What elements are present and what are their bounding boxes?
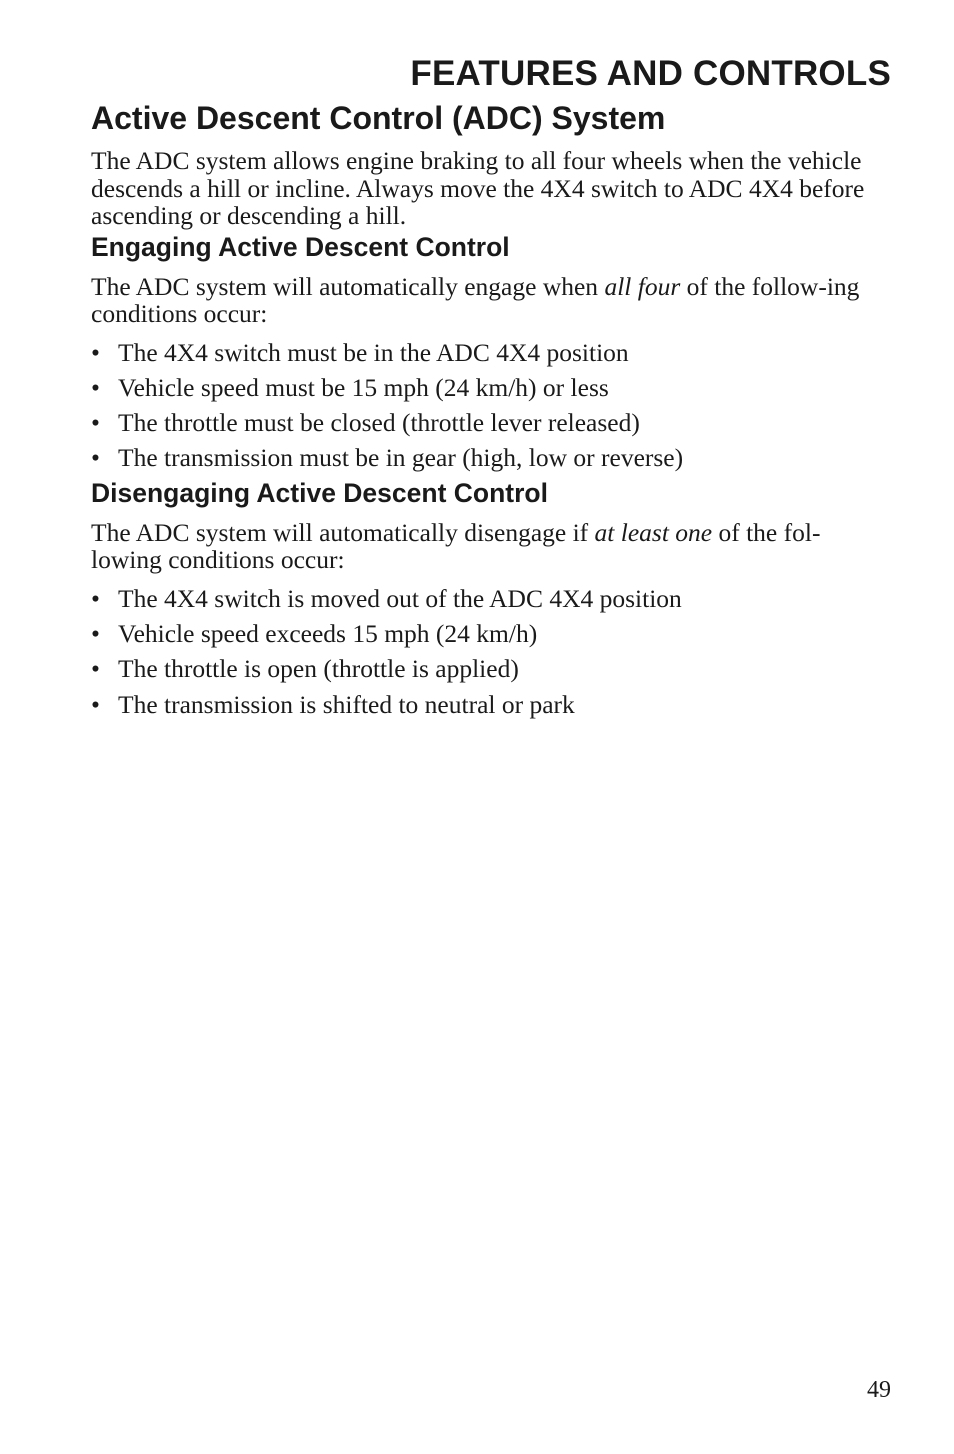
engaging-lead-paragraph <box>91 273 891 328</box>
list-item <box>91 440 891 475</box>
intro-paragraph: The ADC system allows engine braking to all four wheels when the vehicle descends a hill or incline. Always move the 4X4 switch to ADC 4X4 before ascending or descending a hill. <box>91 146 865 230</box>
bullet-icon: • <box>91 689 100 719</box>
list-item-text: The transmission must be in gear (high, low or reverse) <box>118 443 684 473</box>
engaging-lead-emphasis: all four <box>604 271 681 301</box>
list-item-text: The throttle must be closed (throttle lever released) <box>118 408 640 438</box>
bullet-icon: • <box>91 618 100 648</box>
list-item-text: Vehicle speed exceeds 15 mph (24 km/h) <box>118 618 538 648</box>
engaging-conditions-list <box>91 335 891 476</box>
bullet-icon: • <box>91 337 100 367</box>
disengaging-lead-paragraph <box>91 519 891 574</box>
list-item-text: The transmission is shifted to neutral or park <box>118 689 575 719</box>
page-title: Active Descent Control (ADC) System <box>91 100 666 136</box>
list-item-text: The 4X4 switch must be in the ADC 4X4 position <box>118 337 629 367</box>
list-item <box>91 616 891 651</box>
disengaging-heading: Disengaging Active Descent Control <box>91 477 548 508</box>
bullet-icon: • <box>91 372 100 402</box>
list-item <box>91 335 891 370</box>
list-item <box>91 651 891 686</box>
list-item <box>91 405 891 440</box>
page-content <box>91 97 891 722</box>
disengaging-conditions-list <box>91 581 891 722</box>
list-item <box>91 370 891 405</box>
bullet-icon: • <box>91 408 100 438</box>
list-item-text: The throttle is open (throttle is applied) <box>118 654 519 684</box>
list-item <box>91 581 891 616</box>
page-number: 49 <box>867 1377 891 1403</box>
bullet-icon: • <box>91 443 100 473</box>
list-item <box>91 687 891 722</box>
section-header: FEATURES AND CONTROLS <box>410 54 891 93</box>
engaging-lead-text: The ADC system will automatically engage when <box>91 271 605 301</box>
list-item-text: Vehicle speed must be 15 mph (24 km/h) or less <box>118 372 609 402</box>
bullet-icon: • <box>91 583 100 613</box>
disengaging-lead-text: The ADC system will automatically disengage if <box>91 517 595 547</box>
list-item-text: The 4X4 switch is moved out of the ADC 4X4 position <box>118 583 682 613</box>
engaging-lead-text-end: of the follow-ing conditions occur: <box>91 271 860 328</box>
manual-page <box>91 0 891 1454</box>
disengaging-lead-emphasis: at least one <box>594 517 713 547</box>
bullet-icon: • <box>91 654 100 684</box>
disengaging-lead-text-end: of the fol-lowing conditions occur: <box>91 517 821 575</box>
engaging-heading: Engaging Active Descent Control <box>91 231 510 262</box>
